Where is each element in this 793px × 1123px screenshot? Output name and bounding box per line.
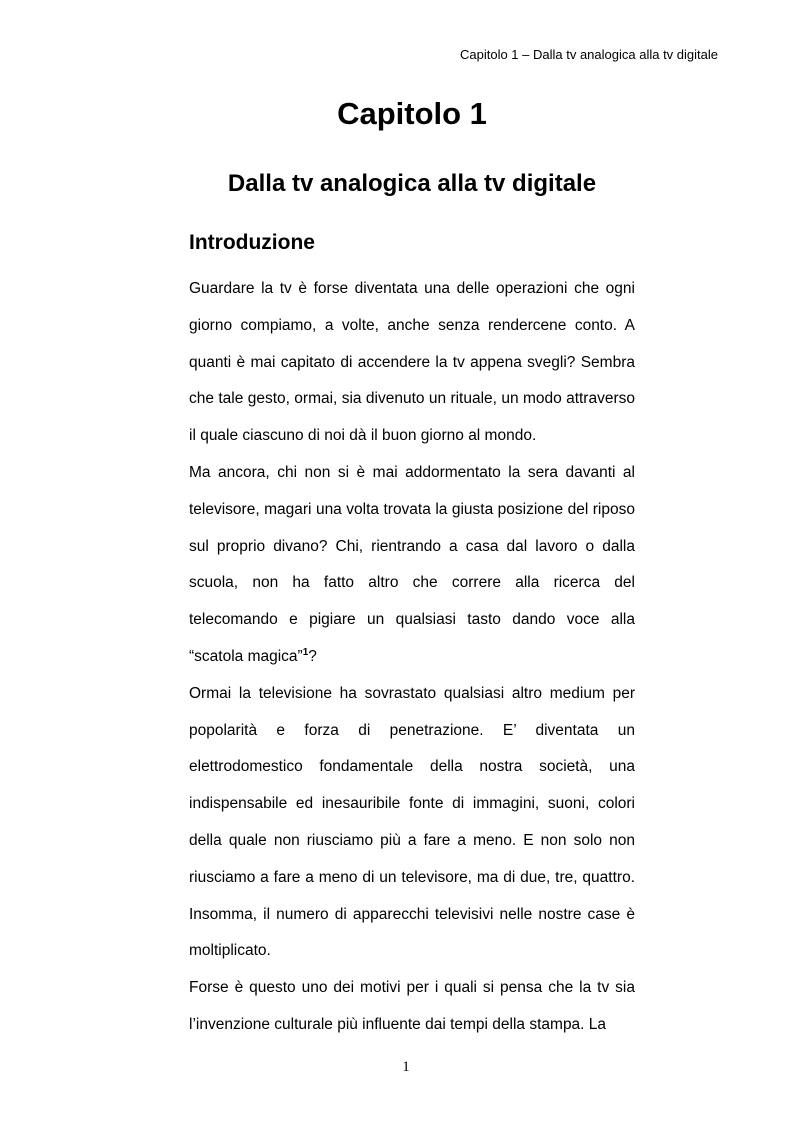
paragraph-2-text: Ma ancora, chi non si è mai addormentato la sera davanti al televisore, magari una volta trovata la giusta posizione del riposo sul proprio divano? Chi, rientrando a casa dal lavoro o dalla scuola, non ha fatto altro che correre alla ricerca del telecomando e pigiare un qualsiasi tasto dando voce alla “scatola magica” [189,463,635,665]
section-title: Introduzione [189,231,315,254]
running-header: Capitolo 1 – Dalla tv analogica alla tv digitale [460,47,718,62]
chapter-number: Capitolo 1 [337,96,487,131]
chapter-title: Dalla tv analogica alla tv digitale [227,170,597,197]
paragraph-1: Guardare la tv è forse diventata una delle operazioni che ogni giorno compiamo, a volte, anche senza rendercene conto. A quanti è mai capitato di accendere la tv appena svegli? Sembra che tale gesto, ormai, sia divenuto un rituale, un modo attraverso il quale ciascuno di noi dà il buon giorno al mondo. [189,280,635,445]
paragraph-2-end: ? [308,647,317,665]
footnote-ref[interactable]: 1 [302,646,309,658]
paragraph-4: Forse è questo uno dei motivi per i quali si pensa che la tv sia l’invenzione culturale più influente dai tempi della stampa. La [189,979,635,1033]
body-text [189,271,635,1044]
paragraph-2 [189,455,635,676]
page-number: 1 [402,1059,410,1075]
paragraph-3: Ormai la televisione ha sovrastato qualsiasi altro medium per popolarità e forza di penetrazione. E’ diventata un elettrodomestico fondamentale della nostra società, una indispensabile ed inesauribile fonte di immagini, suoni, colori della quale non riusciamo più a fare a meno. E non solo non riusciamo a fare a meno di un televisore, ma di due, tre, quattro. Insomma, il numero di apparecchi televisivi nelle nostre case è moltiplicato. [189,684,635,960]
